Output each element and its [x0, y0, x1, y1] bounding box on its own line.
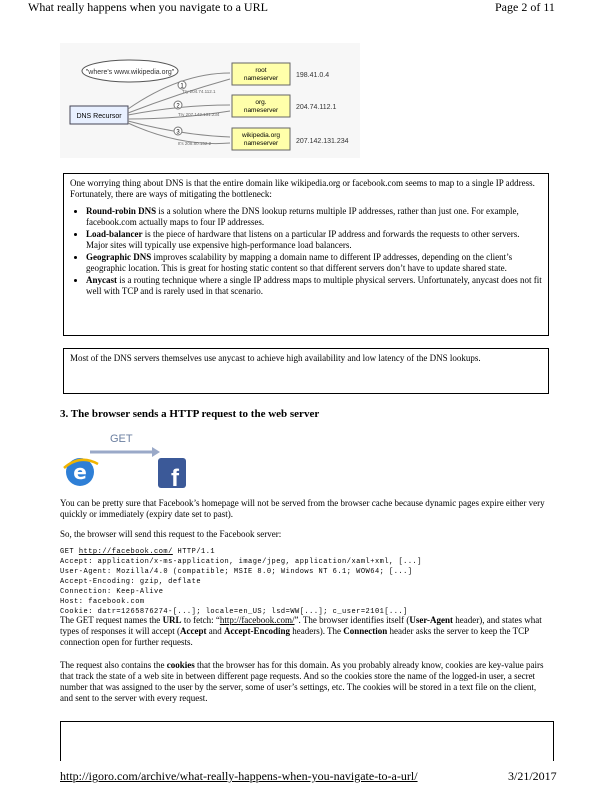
text-run: that the browser has for this domain. As you probably already know, cookies are key-value pairs that track the state of a web site in between different page requests. And so the cookies store the name of the logged-in user, a secret number that was assigned to the user by the server, some of user’s settings, etc. The cookies will be stored in a text file on the client, and sent to the server with every request. [60, 660, 544, 703]
text-run: Accept [179, 626, 207, 636]
step-2-label: 2 [176, 103, 180, 110]
cookies-paragraph [60, 660, 545, 704]
arrow3-label: It's 208.80.152.2 [178, 141, 212, 146]
list-item [86, 206, 542, 228]
header-line: Cookie: datr=1265876274-[...]; locale=en_US; lsd=WW[...]; c_user=2101[...] [60, 608, 408, 616]
text-run: ”. The browser identifies itself ( [294, 615, 410, 625]
term: Anycast [86, 275, 117, 285]
list-item [86, 229, 542, 251]
text-run: Accept-Encoding [223, 626, 290, 636]
text-run: header asks the server to keep the TCP connection open for further requests. [60, 626, 529, 647]
cache-paragraph: You can be pretty sure that Facebook’s homepage will not be served from the browser cache because dynamic pages expire either very quickly or immediately (expiry date set to past). [60, 498, 545, 519]
anycast-note [63, 348, 549, 394]
term-description: is the piece of hardware that listens on a particular IP address and forwards the requests to other servers. Major sites will typically use expensive high-performance load balancers. [86, 229, 520, 250]
document-title: What really happens when you navigate to a URL [28, 0, 268, 14]
get-illustration-svg [60, 428, 190, 490]
list-item [86, 275, 542, 297]
header-line: Accept: application/x-ms-application, image/jpeg, application/xaml+xml, [...] [60, 558, 422, 566]
term-description: is a routing technique where a single IP address maps to multiple physical servers. Unfortunately, anycast does not fit well with TCP and is rarely used in that scenario. [86, 275, 542, 296]
request-method: GET [60, 548, 79, 556]
term-description: improves scalability by mapping a domain name to different IP addresses, depending on the client’s geographic location. This is great for hosting static content so that different servers don’t have to update shared state. [86, 252, 513, 273]
org-ip: 204.74.112.1 [296, 104, 337, 111]
source-url-link[interactable]: http://igoro.com/archive/what-really-happens-when-you-navigate-to-a-url/ [60, 769, 418, 783]
anycast-note-text: Most of the DNS servers themselves use anycast to achieve high availability and low latency of the DNS lookups. [70, 353, 481, 363]
org-nameserver-label: org. nameserver [243, 99, 279, 114]
dns-diagram-svg [60, 43, 360, 158]
wiki-ip: 207.142.131.234 [296, 138, 349, 145]
facebook-link[interactable]: http://facebook.com/ [219, 615, 295, 625]
text-run: The GET request names the [60, 615, 163, 625]
header-line: Connection: Keep-Alive [60, 588, 164, 596]
text-run: cookies [166, 660, 195, 670]
request-protocol: HTTP/1.1 [172, 548, 216, 556]
request-url-link[interactable]: http://facebook.com/ [78, 548, 173, 556]
text-run: header), and states what types of responses it will accept ( [60, 615, 542, 636]
text-run: User-Agent [409, 615, 454, 625]
text-run: The request also contains the [60, 660, 167, 670]
page-number: Page 2 of 11 [495, 0, 555, 14]
dns-bottleneck-note [63, 173, 549, 336]
request-line [60, 547, 560, 557]
request-intro-paragraph: So, the browser will send this request to the Facebook server: [60, 529, 282, 539]
text-run: headers). The [289, 626, 344, 636]
query-text: "where's www.wikipedia.org" [85, 69, 175, 76]
facebook-letter: f [171, 465, 179, 490]
get-request-illustration [60, 428, 190, 490]
header-line: User-Agent: Mozilla/4.0 (compatible; MSIE 8.0; Windows NT 6.1; WOW64; [...] [60, 568, 413, 576]
step-1-label: 1 [180, 83, 184, 90]
step-3-label: 3 [176, 129, 180, 136]
text-run: URL [162, 615, 182, 625]
term: Load-balancer [86, 229, 143, 239]
root-nameserver-label: root nameserver [243, 67, 279, 82]
text-run: Connection [343, 626, 388, 636]
embedded-frame [60, 721, 554, 761]
wiki-nameserver-label: wikipedia.org nameserver [242, 132, 280, 147]
mitigation-list [70, 206, 542, 297]
header-line: Accept-Encoding: gzip, deflate [60, 578, 202, 586]
http-request-code [60, 547, 560, 617]
get-arrow-head [152, 447, 160, 457]
text-run: to fetch: “ [181, 615, 220, 625]
get-explanation-paragraph [60, 615, 545, 648]
term: Geographic DNS [86, 252, 152, 262]
get-label: GET [110, 433, 133, 445]
term-description: is a solution where the DNS lookup returns multiple IP addresses, rather than just one. For example, facebook.com actually maps to four IP addresses. [86, 206, 519, 227]
arrow1-label: Try 204.74.112.1 [182, 89, 216, 94]
dns-recursor-label: DNS Recursor [76, 113, 122, 120]
ie-letter: e [73, 460, 87, 484]
dns-resolution-diagram [60, 43, 360, 158]
arrow2-label: Try 207.142.131.234 [178, 112, 220, 117]
text-run: and [206, 626, 224, 636]
term: Round-robin DNS [86, 206, 157, 216]
print-date: 3/21/2017 [508, 769, 557, 783]
list-item [86, 252, 542, 274]
note-intro: One worrying thing about DNS is that the entire domain like wikipedia.org or facebook.com seems to map to a single IP address. Fortunately, there are ways of mitigating the bottleneck: [70, 178, 535, 199]
root-ip: 198.41.0.4 [296, 72, 330, 79]
header-line: Host: facebook.com [60, 598, 145, 606]
section-heading: 3. The browser sends a HTTP request to the web server [60, 408, 320, 420]
